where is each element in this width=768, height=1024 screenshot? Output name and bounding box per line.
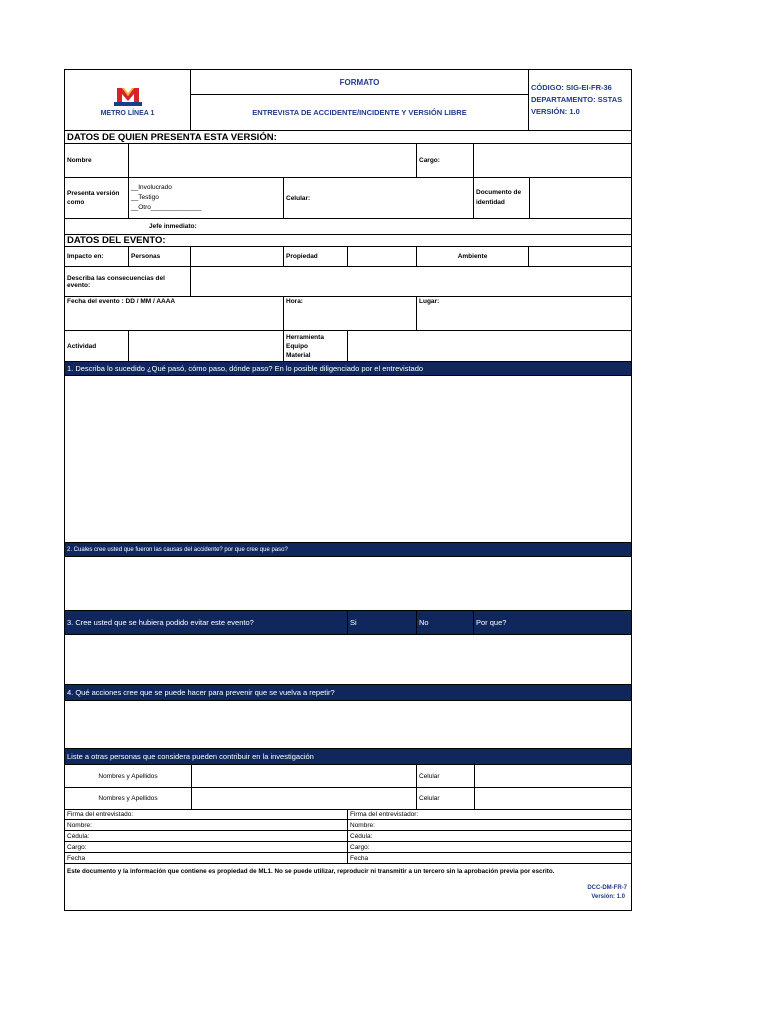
contact-2-name-input[interactable] bbox=[192, 788, 417, 810]
metro-logo-icon bbox=[111, 84, 145, 108]
contact-1-celular-label: Celular bbox=[417, 765, 475, 788]
herramienta-label bbox=[284, 331, 348, 362]
contact-1-name-label: Nombres y Apellidos bbox=[65, 765, 192, 788]
firma-entrevistado-label[interactable]: Firma del entrevistado: bbox=[65, 810, 348, 820]
question-2-header: 2. Cuales cree usted que fueron las causas del accidente? por que cree que paso? bbox=[65, 543, 631, 557]
entrevistador-cargo[interactable]: Cargo: bbox=[348, 842, 631, 853]
question-4-header: 4. Qué acciones cree que se puede hacer para prevenir que se vuelva a repetir? bbox=[65, 685, 631, 701]
contact-2-name-label: Nombres y Apellidos bbox=[65, 788, 192, 810]
footer-version: Versión: 1.0 bbox=[591, 894, 625, 900]
jefe-label: Jefe inmediato: bbox=[65, 219, 631, 235]
presenter-section-title: DATOS DE QUIEN PRESENTA ESTA VERSIÓN: bbox=[65, 131, 631, 144]
entrevistado-cargo[interactable]: Cargo: bbox=[65, 842, 348, 853]
logo-cell bbox=[65, 70, 191, 131]
option-involucrado[interactable]: __Involucrado bbox=[131, 184, 172, 191]
entrevistado-fecha[interactable]: Fecha bbox=[65, 853, 348, 864]
logo-text: METRO LÍNEA 1 bbox=[100, 109, 155, 117]
impacto-label: Impacto en: bbox=[65, 247, 129, 267]
herramienta-input[interactable] bbox=[348, 331, 631, 362]
cargo-input[interactable] bbox=[474, 144, 631, 178]
lugar-label: Lugar: bbox=[417, 297, 631, 331]
question-2-answer[interactable] bbox=[64, 557, 632, 611]
propiedad-label: Propiedad bbox=[284, 247, 348, 267]
contact-1-celular-input[interactable] bbox=[475, 765, 631, 788]
actividad-input[interactable] bbox=[129, 331, 284, 362]
interview-form bbox=[64, 69, 632, 911]
form-header bbox=[64, 69, 632, 131]
ambiente-label: Ambiente bbox=[417, 247, 529, 267]
footer-code: DCC-DM-FR-7 bbox=[587, 885, 627, 891]
contact-2-celular-label: Celular bbox=[417, 788, 475, 810]
entrevistado-nombre[interactable]: Nombre: bbox=[65, 820, 348, 831]
others-header: Liste a otras personas que considera pueden contribuir en la investigación bbox=[65, 749, 631, 765]
title-block bbox=[191, 70, 529, 131]
herramienta-text: Herramienta bbox=[286, 333, 324, 341]
nombre-label: Nombre bbox=[65, 144, 129, 178]
contact-1-name-input[interactable] bbox=[192, 765, 417, 788]
propiedad-input[interactable] bbox=[348, 247, 417, 267]
entrevistador-fecha[interactable]: Fecha bbox=[348, 853, 631, 864]
celular-label: Celular: bbox=[284, 178, 474, 219]
event-section-title: DATOS DEL EVENTO: bbox=[65, 235, 631, 247]
question-1-answer[interactable] bbox=[64, 376, 632, 543]
material-text: Material bbox=[286, 351, 311, 359]
entrevistado-cedula[interactable]: Cédula: bbox=[65, 831, 348, 842]
documento-label: Documento de identidad bbox=[474, 178, 530, 219]
version-options[interactable] bbox=[129, 178, 284, 219]
firma-entrevistador-label[interactable]: Firma del entrevistador: bbox=[348, 810, 631, 820]
personas-label: Personas bbox=[129, 247, 191, 267]
option-no[interactable]: No bbox=[417, 611, 474, 635]
nombre-input[interactable] bbox=[129, 144, 417, 178]
version-text: VERSIÓN: 1.0 bbox=[531, 107, 580, 116]
presenta-version-label: Presenta versión como bbox=[65, 178, 129, 219]
equipo-text: Equipo bbox=[286, 342, 309, 350]
fecha-label: Fecha del evento : DD / MM / AAAA bbox=[65, 297, 284, 331]
ownership-notice: Este documento y la información que contiene es propiedad de ML1. No se puede utilizar, reproducir ni transmitir a un tercero sin la aprobación previa por escrito. bbox=[67, 868, 555, 875]
personas-input[interactable] bbox=[191, 247, 284, 267]
formato-label: FORMATO bbox=[191, 70, 529, 95]
option-testigo[interactable]: __Testigo bbox=[131, 194, 159, 201]
question-3-header: 3. Cree usted que se hubiera podido evitar este evento? bbox=[65, 611, 348, 635]
actividad-label: Actividad bbox=[65, 331, 129, 362]
cargo-label: Cargo: bbox=[417, 144, 474, 178]
documento-input[interactable] bbox=[530, 178, 631, 219]
question-3-answer[interactable] bbox=[64, 635, 632, 685]
codigo-text: CÓDIGO: SIG-EI-FR-36 bbox=[531, 83, 612, 92]
hora-label: Hora: bbox=[284, 297, 417, 331]
entrevistador-nombre[interactable]: Nombre: bbox=[348, 820, 631, 831]
question-1-header: 1. Describa lo sucedido ¿Qué pasó, cómo paso, dónde paso? En lo posible diligenciado por el entrevistado bbox=[65, 362, 631, 376]
option-otro[interactable]: __Otro______________ bbox=[131, 204, 202, 211]
option-si[interactable]: Si bbox=[348, 611, 417, 635]
contact-2-celular-input[interactable] bbox=[475, 788, 631, 810]
consecuencias-input[interactable] bbox=[191, 267, 631, 297]
porque-label: Por que? bbox=[474, 611, 631, 635]
entrevistador-cedula[interactable]: Cédula: bbox=[348, 831, 631, 842]
question-4-answer[interactable] bbox=[64, 701, 632, 749]
departamento-text: DEPARTAMENTO: SSTAS bbox=[531, 95, 623, 104]
form-footer bbox=[64, 864, 632, 911]
form-title: ENTREVISTA DE ACCIDENTE/INCIDENTE Y VERSIÓN LIBRE bbox=[191, 95, 529, 131]
ambiente-input[interactable] bbox=[529, 247, 631, 267]
doc-codes bbox=[529, 70, 631, 131]
consecuencias-label: Describa las consecuencias del evento: bbox=[65, 267, 191, 297]
